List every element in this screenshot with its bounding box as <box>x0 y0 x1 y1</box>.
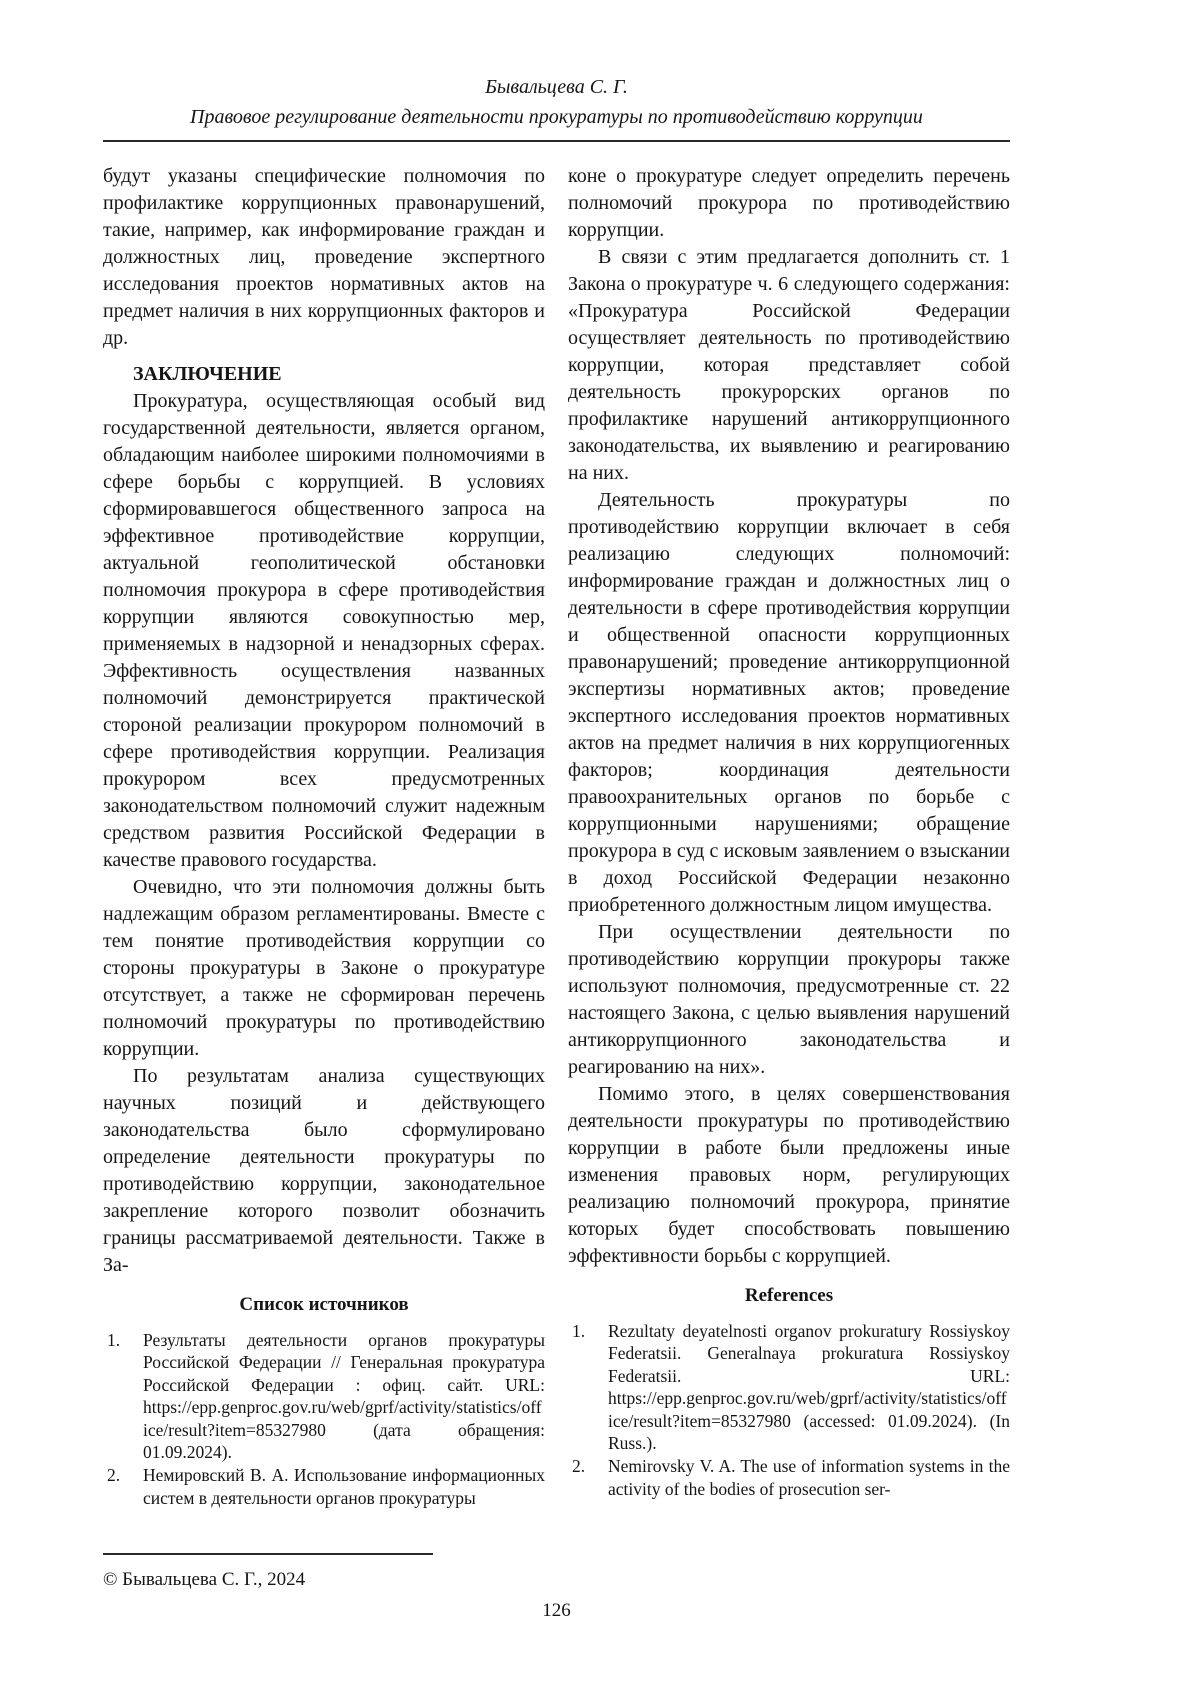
reference-item <box>568 1455 1010 1500</box>
paragraph: При осуществлении деятельности по противодействию коррупции прокуроры также используют полномочия, предусмотренные ст. 22 настоящего Закона, с целью выявления нарушений антикоррупционного законодательства и реагированию на них». <box>568 921 1010 1078</box>
page-footer <box>103 1553 1010 1622</box>
footnote-rule <box>103 1553 433 1555</box>
source-number: 1. <box>107 1330 121 1350</box>
source-number: 2. <box>107 1465 121 1486</box>
two-column-body <box>103 163 1010 1509</box>
source-item <box>103 1329 545 1463</box>
paragraph: Прокуратура, осуществляющая особый вид государственной деятельности, является органом, обладающим наиболее широкими полномочиями в сфере борьбы с коррупцией. В условиях сформировавшегося общественного запроса на эффективное противодействие коррупции, актуальной геополитической обстановки полномочия прокурора в сфере противодействия коррупции являются совокупностью мер, применяемых в надзорной и ненадзорных сферах. Эффективность осуществления названных полномочий демонстрируется практической стороной реализации прокурором полномочий в сфере противодействия коррупции. Реализация прокурором всех предусмотренных законодательством полномочий служит надежным средством развития Российской Федерации в качестве правового государства. <box>103 390 545 871</box>
copyright-line: © Бывальцева С. Г., 2024 <box>103 1569 306 1590</box>
references-heading: References <box>744 1285 834 1306</box>
sources-list <box>103 1329 545 1509</box>
paragraph-continuation: будут указаны специфические полномочия по профилактике коррупционных правонарушений, такие, например, как информирование граждан и должностных лиц, проведение экспертного исследования проектов нормативных актов на предмет наличия в них коррупционных факторов и др. <box>103 165 545 349</box>
sources-heading: Список источников <box>239 1294 409 1315</box>
conclusion-heading: ЗАКЛЮЧЕНИЕ <box>133 363 282 385</box>
paragraph: Деятельность прокуратуры по противодействию коррупции включает в себя реализацию следующих полномочий: информирование граждан и должностных лиц о деятельности в сфере противодействия коррупции и общественной опасности коррупционных правонарушений; проведение антикоррупционной экспертизы нормативных актов; проведение экспертного исследования проектов нормативных актов на предмет наличия в них коррупциогенных факторов; координация деятельности правоохранительных органов по борьбе с коррупционными нарушениями; обращение прокурора в суд с исковым заявлением о взыскании в доход Российской Федерации незаконно приобретенного должностным лицом имущества. <box>568 489 1010 916</box>
page-header <box>103 72 1010 142</box>
paragraph-continuation: коне о прокуратуре следует определить перечень полномочий прокурора по противодействию коррупции. <box>568 165 1010 241</box>
paragraph: Очевидно, что эти полномочия должны быть надлежащим образом регламентированы. Вместе с тем понятие противодействия коррупции со стороны прокуратуры в Законе о прокуратуре отсутствует, а также не сформирован перечень полномочий прокуратуры по противодействию коррупции. <box>103 876 545 1060</box>
reference-number: 1. <box>572 1321 586 1341</box>
column-left <box>103 163 545 1509</box>
reference-item <box>568 1320 1010 1454</box>
paragraph: Помимо этого, в целях совершенствования деятельности прокуратуры по противодействию коррупции в работе были предложены иные изменения правовых норм, регулирующих реализацию полномочий прокурора, принятие которых будет способствовать повышению эффективности борьбы с коррупцией. <box>568 1083 1010 1267</box>
source-text: Немировский В. А. Использование информационных систем в деятельности органов прокуратуры <box>143 1465 545 1508</box>
paragraph: В связи с этим предлагается дополнить ст. 1 Закона о прокуратуре ч. 6 следующего содержания: «Прокуратура Российской Федерации осуществляет деятельность по противодействию коррупции, которая представляет собой деятельность прокурорских органов по профилактике нарушений антикоррупционного законодательства, их выявлению и реагированию на них. <box>568 246 1010 484</box>
reference-text: Nemirovsky V. A. The use of information systems in the activity of the bodies of prosecution ser- <box>608 1456 1010 1499</box>
header-title: Правовое регулирование деятельности прокуратуры по противодействию коррупции <box>190 106 923 128</box>
column-right <box>568 163 1010 1509</box>
header-author: Бывальцева С. Г. <box>485 76 628 98</box>
paragraph: По результатам анализа существующих научных позиций и действующего законодательства было сформулировано определение деятельности прокуратуры по противодействию коррупции, законодательное закрепление которого позволит обозначить границы рассматриваемой деятельности. Также в За- <box>103 1065 545 1276</box>
header-rule <box>103 140 1010 142</box>
reference-number: 2. <box>572 1456 586 1477</box>
references-list <box>568 1320 1010 1500</box>
source-item <box>103 1464 545 1509</box>
page-number: 126 <box>542 1600 571 1621</box>
reference-text: Rezultaty deyatelnosti organov prokuratury Rossiyskoy Federatsii. Generalnaya prokuratura Rossiyskoy Federatsii. URL: https://epp.genproc.gov.ru/web/gprf/activity/statistics/office/result?item=85327980 (accessed: 01.09.2024). (In Russ.). <box>608 1321 1010 1454</box>
source-text: Результаты деятельности органов прокуратуры Российской Федерации // Генеральная прокуратура Российской Федерации : офиц. сайт. URL: https://epp.genproc.gov.ru/web/gprf/activity/statistics/office/result?item=85327980 (дата обращения: 01.09.2024). <box>143 1330 545 1463</box>
